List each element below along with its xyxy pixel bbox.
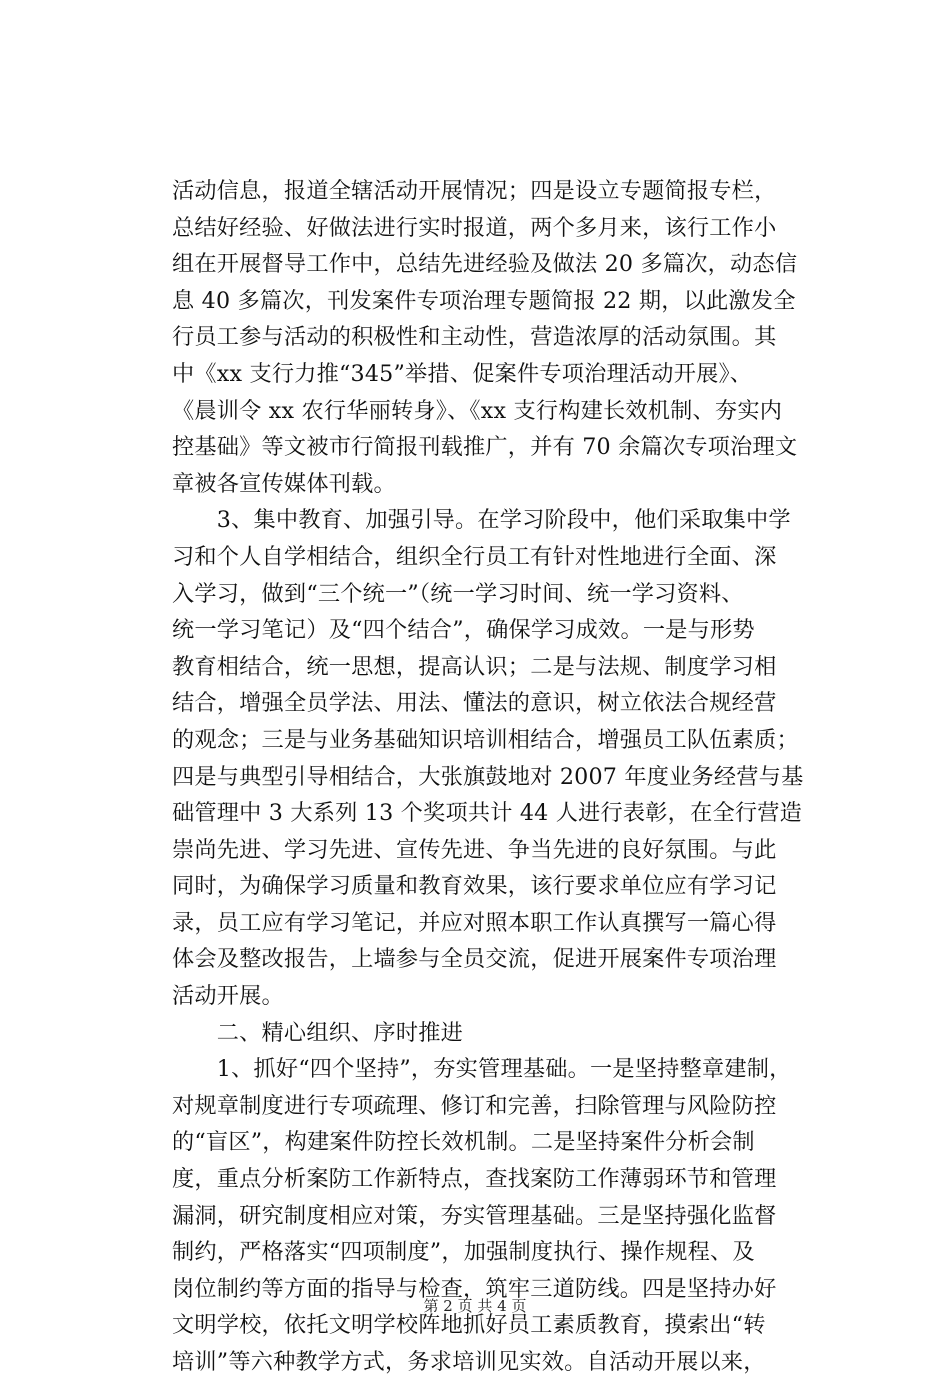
text-line: 总结好经验、好做法进行实时报道，两个多月来，该行工作小 <box>172 214 777 241</box>
body-text <box>172 173 852 1381</box>
text-line: 的“盲区”，构建案件防控长效机制。二是坚持案件分析会制 <box>172 1129 755 1156</box>
text-line: 础管理中 3 大系列 13 个奖项共计 44 人进行表彰，在全行营造 <box>172 800 803 827</box>
text-line: 行员工参与活动的积极性和主动性，营造浓厚的活动氛围。其 <box>172 324 777 351</box>
text-line: 同时，为确保学习质量和教育效果，该行要求单位应有学习记 <box>172 873 777 900</box>
text-line: 培训”等六种教学方式，务求培训见实效。自活动开展以来， <box>172 1349 766 1375</box>
text-line: 教育相结合，统一思想，提高认识；二是与法规、制度学习相 <box>172 653 777 680</box>
text-line: 度，重点分析案防工作新特点，查找案防工作薄弱环节和管理 <box>172 1166 777 1193</box>
text-line: 的观念；三是与业务基础知识培训相结合，增强员工队伍素质； <box>172 726 799 753</box>
text-line: 中《xx 支行力推“345”举措、促案件专项治理活动开展》、 <box>172 360 753 387</box>
text-line: 3、集中教育、加强引导。在学习阶段中，他们采取集中学 <box>172 507 791 534</box>
text-line: 对规章制度进行专项疏理、修订和完善，扫除管理与风险防控 <box>172 1092 777 1119</box>
text-line: 体会及整改报告，上墙参与全员交流，促进开展案件专项治理 <box>172 946 777 973</box>
text-line: 崇尚先进、学习先进、宣传先进、争当先进的良好氛围。与此 <box>172 836 777 863</box>
text-line: 录，员工应有学习笔记，并应对照本职工作认真撰写一篇心得 <box>172 909 777 936</box>
text-line: 文明学校，依托文明学校阵地抓好员工素质教育，摸索出“转 <box>172 1312 766 1339</box>
text-line: 控基础》等文被市行简报刊载推广，并有 70 余篇次专项治理文 <box>172 434 798 461</box>
text-line: 组在开展督导工作中，总结先进经验及做法 20 多篇次，动态信 <box>172 251 798 278</box>
text-line: 统一学习笔记）及“四个结合”，确保学习成效。一是与形势 <box>172 617 755 644</box>
text-line: 《晨训令 xx 农行华丽转身》、《xx 支行构建长效机制、夯实内 <box>172 397 783 424</box>
text-line: 结合，增强全员学法、用法、懂法的意识，树立依法合规经营 <box>172 690 777 717</box>
text-line: 入学习，做到“三个统一”（统一学习时间、统一学习资料、 <box>172 580 744 607</box>
text-line: 章被各宣传媒体刊载。 <box>172 470 396 497</box>
text-line: 岗位制约等方面的指导与检查，筑牢三道防线。四是坚持办好 <box>172 1275 777 1302</box>
text-line: 四是与典型引导相结合，大张旗鼓地对 2007 年度业务经营与基 <box>172 763 804 790</box>
text-line: 习和个人自学相结合，组织全行员工有针对性地进行全面、深 <box>172 543 777 570</box>
text-line: 1、抓好“四个坚持”，夯实管理基础。一是坚持整章建制， <box>172 1056 792 1083</box>
text-line: 息 40 多篇次，刊发案件专项治理专题简报 22 期，以此激发全 <box>172 287 796 314</box>
text-line: 漏洞，研究制度相应对策，夯实管理基础。三是坚持强化监督 <box>172 1202 777 1229</box>
text-line: 活动开展。 <box>172 983 284 1010</box>
text-line: 制约，严格落实“四项制度”，加强制度执行、操作规程、及 <box>172 1239 755 1266</box>
page-footer: 第 2 页 共 4 页 <box>423 1297 527 1315</box>
text-line: 二、精心组织、序时推进 <box>172 1019 464 1046</box>
text-line: 活动信息，报道全辖活动开展情况；四是设立专题简报专栏， <box>172 178 777 204</box>
